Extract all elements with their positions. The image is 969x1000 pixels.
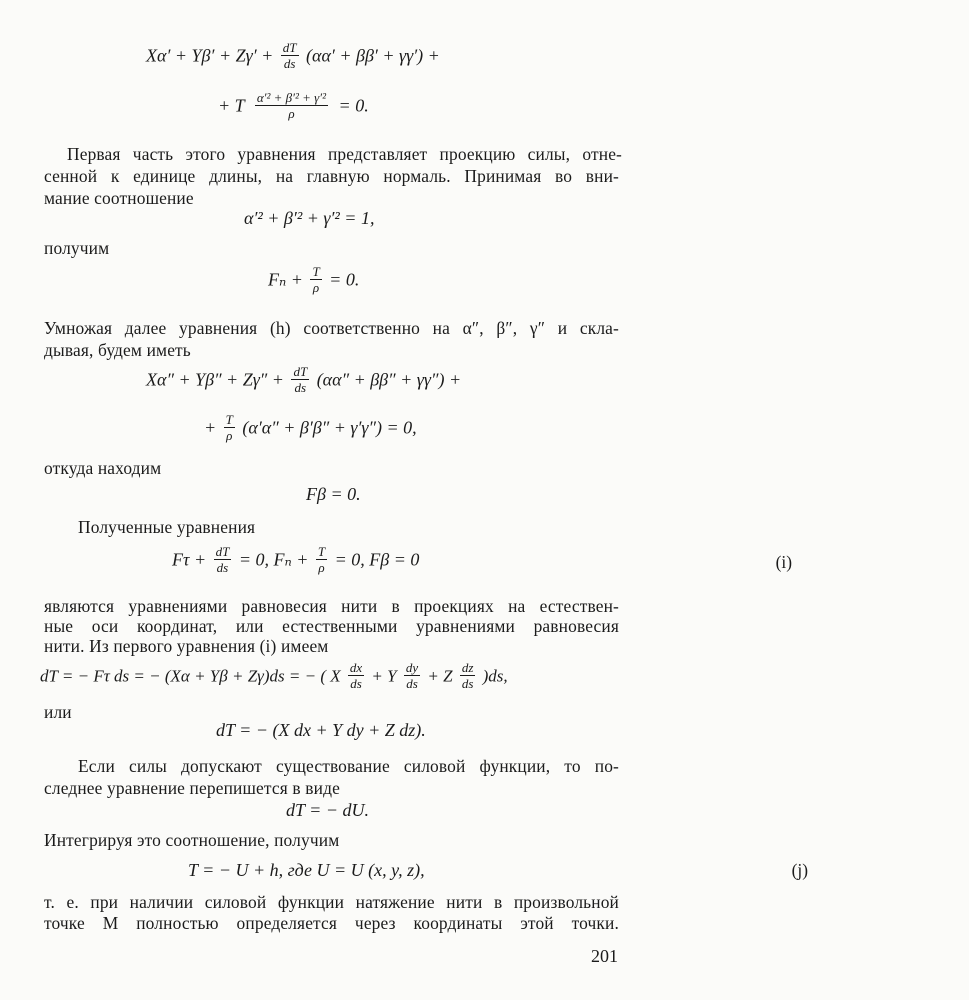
- paragraph-line: мание соотношение: [44, 188, 194, 208]
- equation-line-10: dT = − (X dx + Y dy + Z dz).: [216, 720, 426, 740]
- equation-part: Xα′ + Yβ′ + Zγ′ +: [146, 45, 274, 66]
- equation-line-4: Fₙ + $\frac{T}{\rho}$ = 0.: [268, 264, 360, 295]
- paragraph-line: получим: [44, 238, 110, 258]
- equation-label: (i): [775, 552, 792, 572]
- fraction: $\frac{T}{\rho}$: [225, 412, 233, 443]
- equation-line-6: + $\frac{T}{\rho}$ (α′α″ + β′β″ + γ′γ″) = 0,: [204, 412, 417, 443]
- paragraph-line: Умножая далее уравнения (h) соответственно на α″, β″, γ″ и скла-: [44, 318, 619, 338]
- equation-line-1: [0, 42, 809, 73]
- fraction: $\frac{T}{\rho}$: [312, 264, 320, 295]
- paragraph-line: откуда находим: [44, 458, 162, 478]
- paragraph-line: Первая часть этого уравнения представляет проекцию силы, отне-: [67, 144, 622, 164]
- equation-label: (j): [791, 860, 808, 880]
- equation-line-2: [0, 92, 881, 123]
- paragraph-line: следнее уравнение перепишется в виде: [44, 778, 340, 798]
- page-number: 201: [591, 946, 618, 966]
- fraction: $\frac{T}{\rho}$: [317, 544, 326, 575]
- paragraph-line: сенной к единице длины, на главную нормаль. Принимая во вни-: [44, 166, 619, 186]
- paragraph-line: Полученные уравнения: [78, 517, 256, 537]
- paragraph-line: или: [44, 702, 72, 722]
- equation-line-3: α′² + β′² + γ′² = 1,: [244, 208, 375, 228]
- equation-line-11: dT = − dU.: [286, 800, 369, 820]
- equation-line-8: Fτ + $\frac{dT}{ds}$ = 0, Fₙ + $\frac{T}{\rho}$ = 0, Fβ = 0 (i): [172, 544, 792, 575]
- fraction: $\frac{dT}{ds}$: [215, 544, 230, 575]
- equation-line-5: Xα″ + Yβ″ + Zγ″ + $\frac{dT}{ds}$ (αα″ + ββ″ + γγ″) +: [146, 364, 462, 395]
- fraction: $\frac{dT}{ds}$: [282, 40, 297, 71]
- paragraph-line: ные оси координат, или естественными уравнениями равновесия: [44, 616, 619, 636]
- fraction: $\frac{\text{α′² + β′² + γ′²}}{\rho}$: [256, 90, 327, 121]
- paragraph-line: Интегрируя это соотношение, получим: [44, 830, 340, 850]
- fraction: $\frac{dx}{ds}$: [349, 660, 363, 691]
- paragraph-line: дывая, будем иметь: [44, 340, 191, 360]
- paragraph-line: Если силы допускают существование силовой функции, то по-: [78, 756, 619, 776]
- equation-part: + T: [218, 95, 245, 116]
- fraction: $\frac{dT}{ds}$: [293, 364, 308, 395]
- paragraph-line: являются уравнениями равновесия нити в проекциях на естествен-: [44, 596, 619, 616]
- equation-line-7: Fβ = 0.: [306, 484, 361, 504]
- fraction: $\frac{dy}{ds}$: [405, 660, 419, 691]
- fraction: $\frac{dz}{ds}$: [461, 660, 474, 691]
- equation-line-12: T = − U + h, где U = U (x, y, z), (j): [188, 860, 808, 880]
- equation-part: = 0.: [338, 95, 369, 116]
- paragraph-line: нити. Из первого уравнения (i) имеем: [44, 636, 329, 656]
- paragraph-line: т. е. при наличии силовой функции натяжение нити в произвольной: [44, 892, 619, 912]
- equation-line-9: dT = − Fτ ds = − (Xα + Yβ + Zγ)ds = − ( X $\frac{dx}{ds}$ + Y $\frac{dy}{ds}$ + Z $\frac{dz}{ds}$ )ds,: [40, 660, 508, 691]
- paragraph-line: точке M полностью определяется через координаты этой точки.: [44, 913, 619, 933]
- equation-part: (αα′ + ββ′ + γγ′) +: [306, 45, 440, 66]
